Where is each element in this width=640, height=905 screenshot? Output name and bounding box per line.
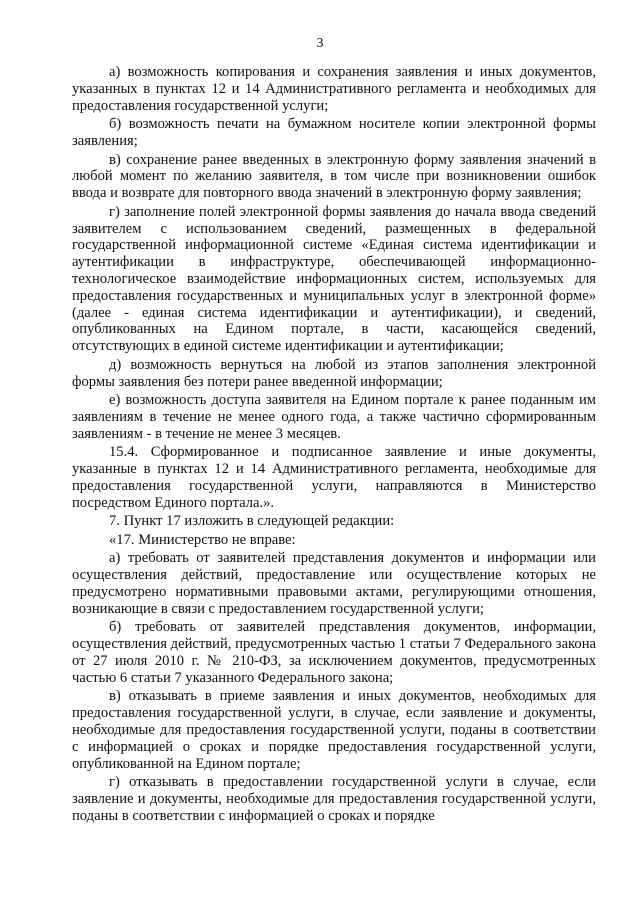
- paragraph-17-g: г) отказывать в предоставлении государственной услуги в случае, если заявление и документы, необходимые для предоставления государственной услуги, поданы в соответствии с информацией о сроках и порядке: [72, 774, 596, 824]
- paragraph-g: г) заполнение полей электронной формы заявления до начала ввода сведений заявителем с использованием сведений, размещенных в федеральной государственной информационной системе «Единая система идентификации и аутентификации в инфраструктуре, обеспечивающей информационно-технологическое взаимодействие информационных систем, используемых для предоставления государственных и муниципальных услуг в электронной форме» (далее - единая система идентификации и аутентификации), и сведений, опубликованных на Едином портале, в части, касающейся сведений, отсутствующих в единой системе идентификации и аутентификации;: [72, 203, 596, 355]
- paragraph-d: д) возможность вернуться на любой из этапов заполнения электронной формы заявления без потери ранее введенной информации;: [72, 356, 596, 390]
- paragraph-17-v: в) отказывать в приеме заявления и иных документов, необходимых для предоставления государственной услуги, в случае, если заявление и документы, необходимые для предоставления государственной услуги, поданы в соответствии с информацией о сроках и порядке предоставления государственной услуги, опубликованной на Едином портале;: [72, 688, 596, 772]
- paragraph-a: а) возможность копирования и сохранения заявления и иных документов, указанных в пунктах 12 и 14 Административного регламента и необходимых для предоставления государственной услуги;: [72, 64, 596, 114]
- paragraph-17-heading: «17. Министерство не вправе:: [109, 531, 296, 548]
- paragraph-e: е) возможность доступа заявителя на Едином портале к ранее поданным им заявлениям в течение не менее одного года, а также частично сформированным заявлениям - в течение не менее 3 месяцев.: [72, 392, 596, 442]
- paragraph-15-4: 15.4. Сформированное и подписанное заявление и иные документы, указанные в пунктах 12 и 14 Административного регламента, необходимые для предоставления государственной услуги, направляются в Министерство посредством Единого портала.».: [72, 444, 596, 511]
- document-body: [72, 64, 596, 826]
- paragraph-v: в) сохранение ранее введенных в электронную форму заявления значений в любой момент по желанию заявителя, в том числе при возникновении ошибок ввода и возврате для повторного ввода значений в электронную форму заявления;: [72, 151, 596, 202]
- paragraph-17-a: а) требовать от заявителей представления документов и информации или осуществления действий, предоставление или осуществление которых не предусмотрено нормативными правовыми актами, регулирующими отношения, возникающие в связи с предоставлением государственной услуги;: [72, 550, 596, 617]
- paragraph-b: б) возможность печати на бумажном носителе копии электронной формы заявления;: [72, 116, 596, 149]
- page-number: 3: [316, 36, 324, 51]
- paragraph-17-b: б) требовать от заявителей представления документов, информации, осуществления действий, предусмотренных частью 1 статьи 7 Федерального закона от 27 июля 2010 г. № 210-ФЗ, за исключением документов, предусмотренных частью 6 статьи 7 указанного Федерального закона;: [72, 619, 596, 686]
- paragraph-item-7: 7. Пункт 17 изложить в следующей редакции:: [109, 513, 395, 530]
